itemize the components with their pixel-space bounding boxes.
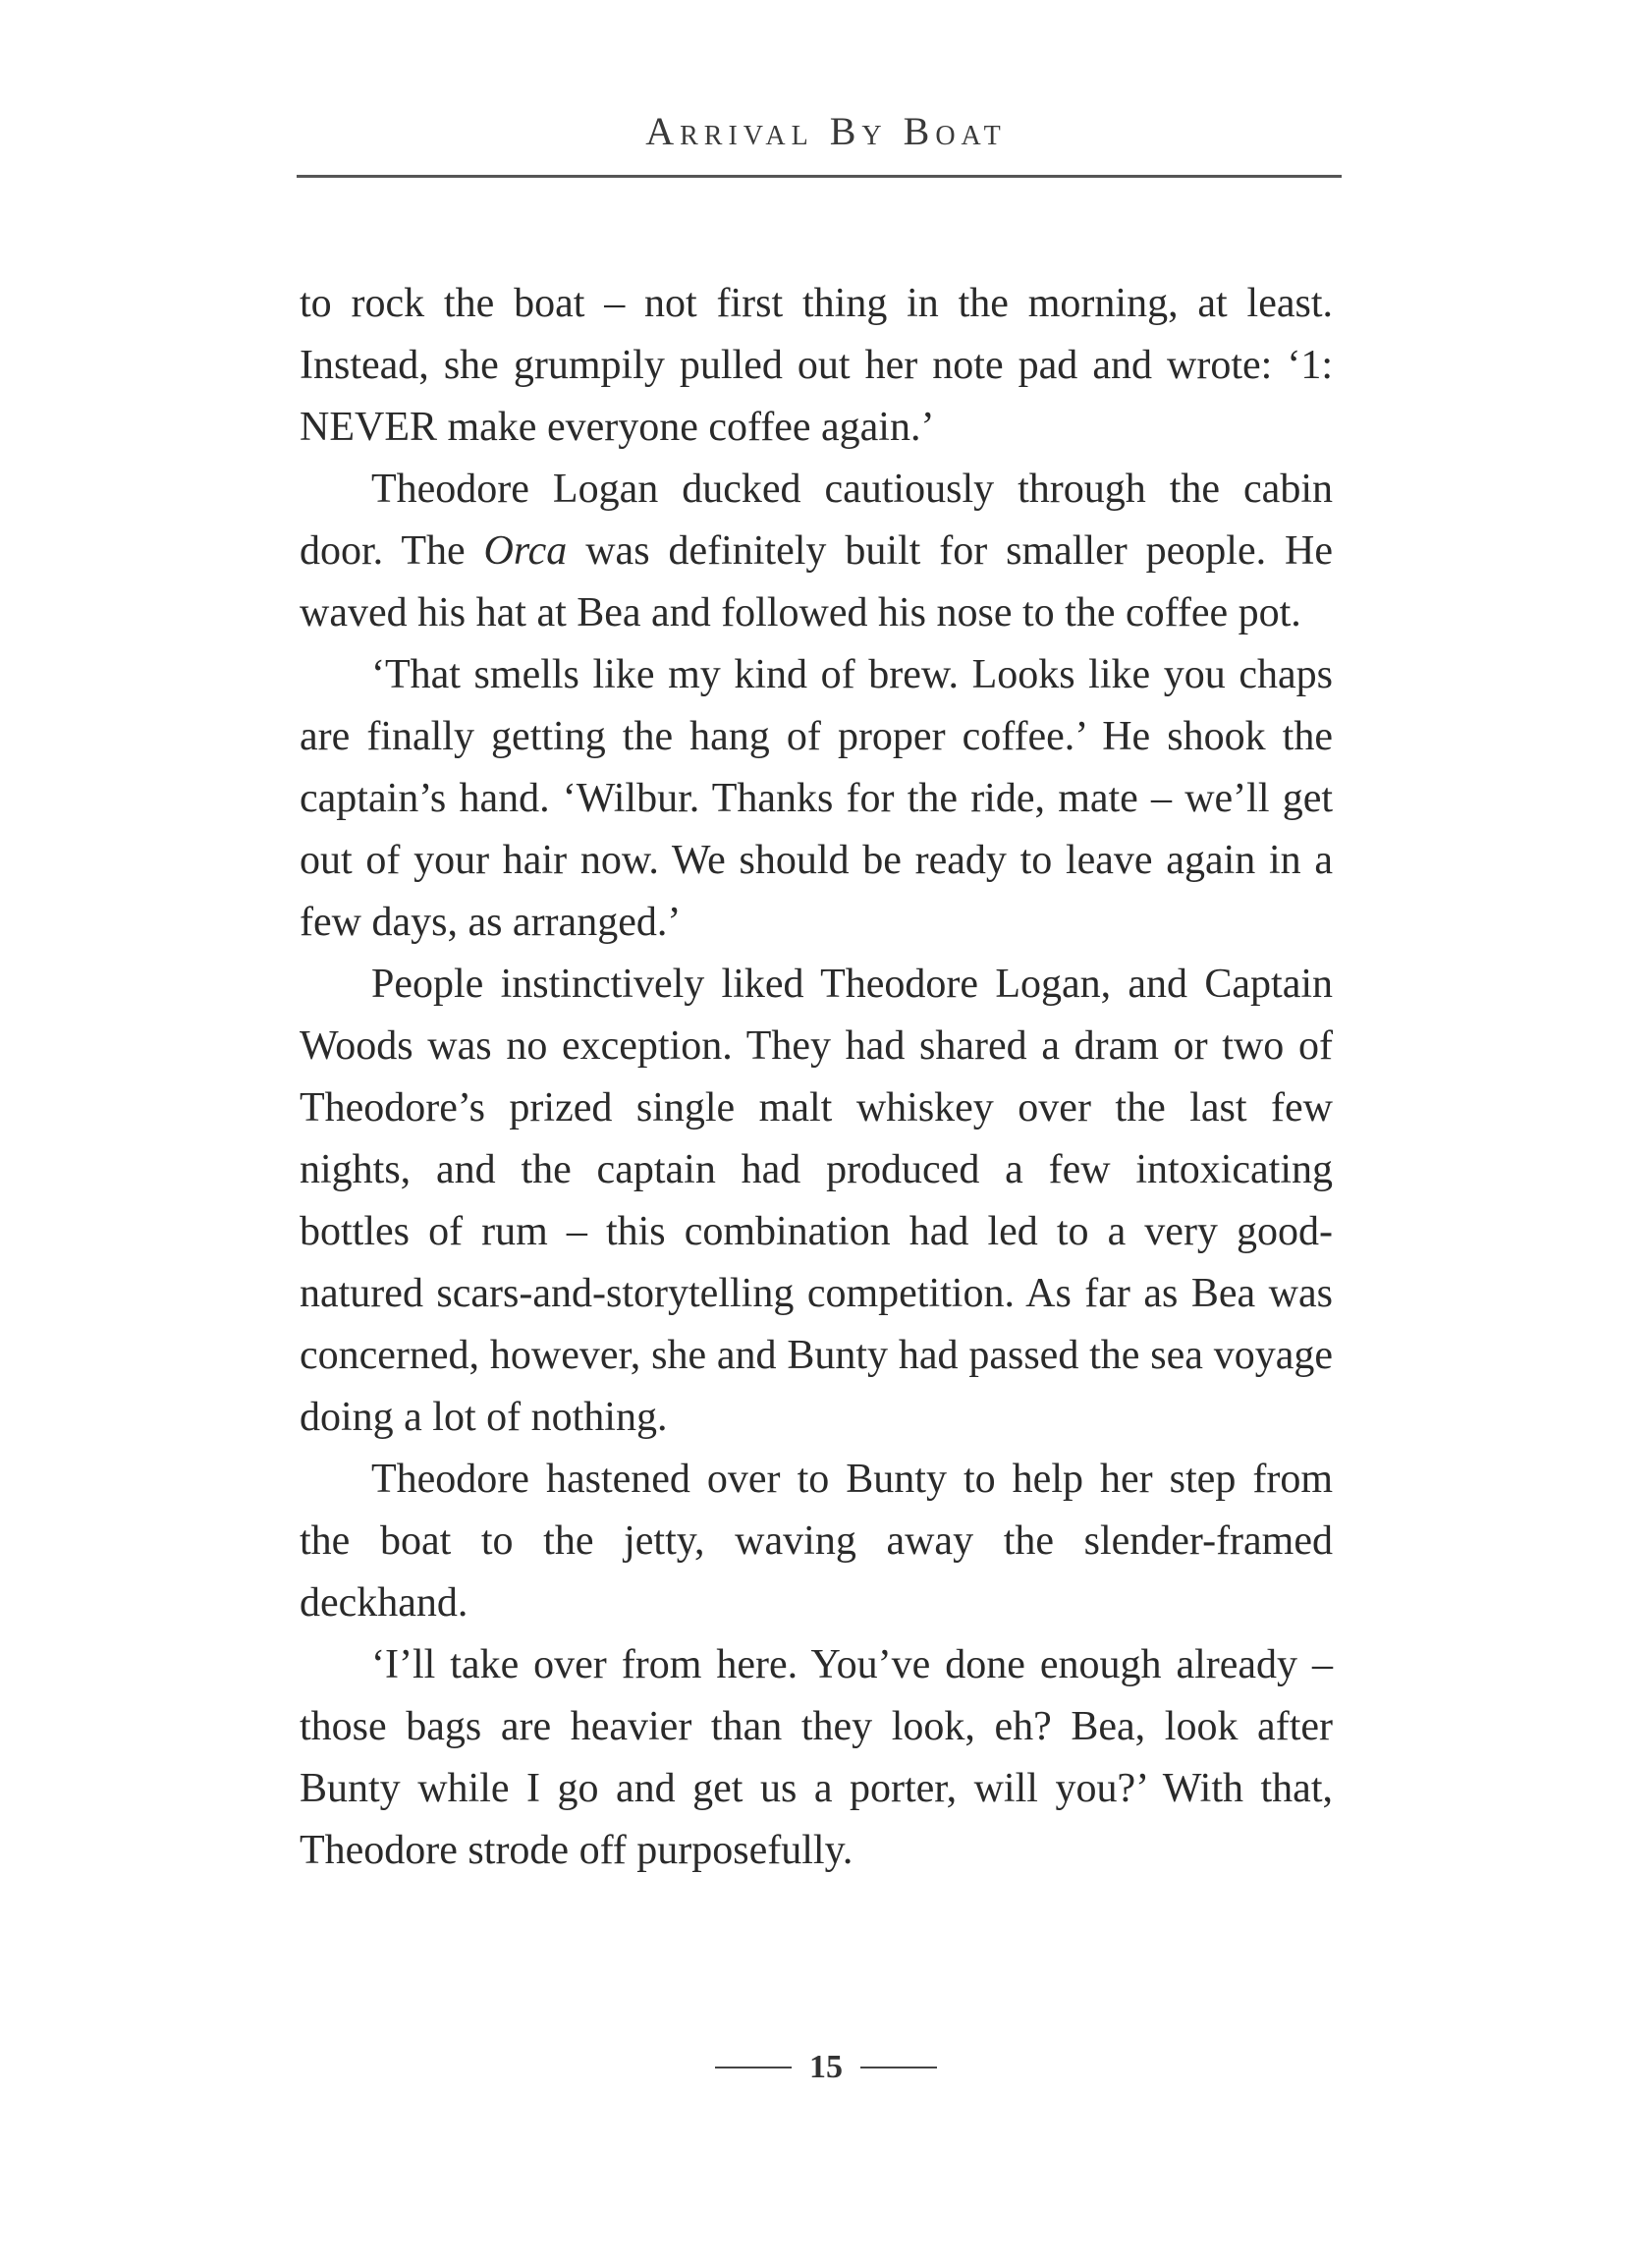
paragraph: to rock the boat – not first thing in the morning, at least. Instead, she grumpily pulled out her note pad and wrote: ‘1: NEVER make everyone coffee again.’: [300, 281, 1333, 450]
page-number: 15: [809, 2049, 843, 2085]
folio-dash-left: [715, 2067, 792, 2068]
paragraph: ‘That smells like my kind of brew. Looks like you chaps are finally getting the hang of proper coffee.’ He shook the captain’s hand. ‘Wilbur. Thanks for the ride, mate – we’ll get out of your hair now. We should be ready to leave again in a few days, as arranged.’: [300, 652, 1333, 945]
paragraph: [300, 459, 1333, 644]
paragraph-text: Theodore Logan ducked cautiously through the cabin door. The: [300, 467, 1333, 574]
page-footer: [0, 2049, 1652, 2086]
paragraph: People instinctively liked Theodore Logan, and Captain Woods was no exception. They had shared a dram or two of Theodore’s prized single malt whiskey over the last few nights, and the captain had produced a few intoxicating bottles of rum – this combination had led to a very good-natured scars-and-storytelling competition. As far as Bea was concerned, however, she and Bunty had passed the sea voyage doing a lot of nothing.: [300, 962, 1333, 1440]
body-text: [300, 273, 1333, 1882]
header-rule: [297, 175, 1342, 178]
paragraph: Theodore hastened over to Bunty to help her step from the boat to the jetty, waving away the slender-framed deckhand.: [300, 1457, 1333, 1626]
folio-dash-right: [860, 2067, 937, 2068]
running-head: Arrival By Boat: [645, 109, 1007, 153]
paragraph: ‘I’ll take over from here. You’ve done enough already – those bags are heavier than they look, eh? Bea, look after Bunty while I go and get us a porter, will you?’ With that, Theodore strode off purposefully.: [300, 1642, 1333, 1873]
ship-name: Orca: [483, 528, 568, 574]
paragraph-text: was definitely built for smaller people. He waved his hat at Bea and followed his nose to the coffee pot.: [300, 528, 1333, 635]
